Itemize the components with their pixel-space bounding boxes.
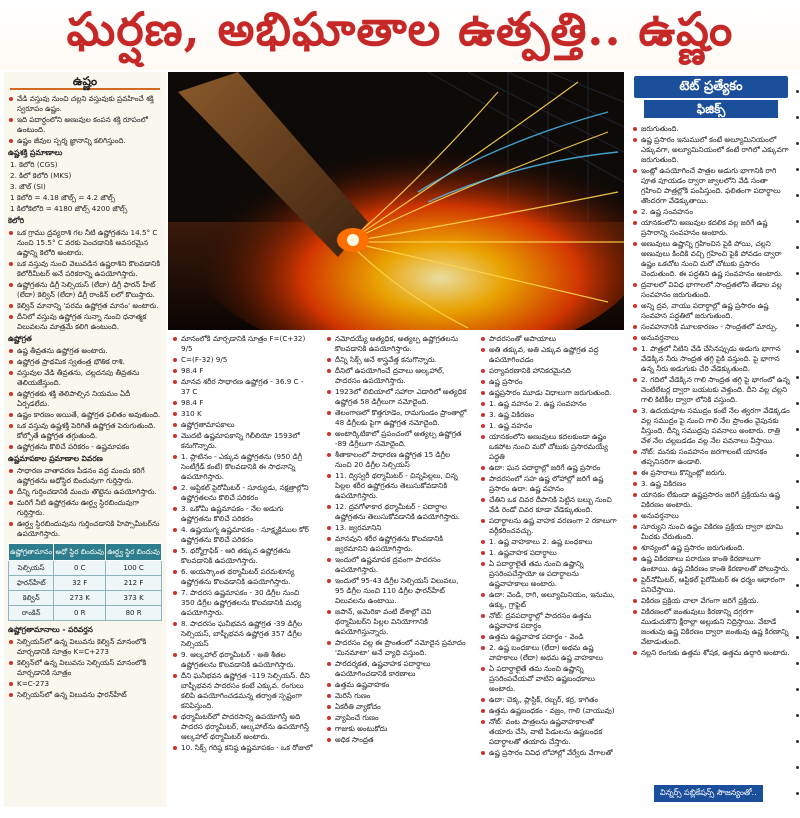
bullet-text: ఉత్తమ ఉష్ణవాహకం [326, 680, 468, 690]
bullet-text: ఉష్ణ ప్రసారం వివిధ లోహాల్లో వేర్వేరు వేగాలతో [480, 748, 620, 758]
bullet-text: అనువర్తనాలు [632, 511, 790, 521]
bullet-text: దీన్ని సిక్స్ అనే శాస్త్రవేత్త కనుగొన్నారు. [326, 355, 468, 365]
bullet-text: మొదటి ఉష్ణమాపకాన్ని గెలీలియో 1593లో కనుగొన్నారు. [172, 431, 314, 451]
bullet-text: కెల్విన్ మానాన్ని 'పరమ ఉష్ణోగ్రత మానం' అంటారు. [8, 301, 162, 311]
column-heat [4, 72, 166, 807]
bullet-text: ఉష్ణోగ్రతామాపకాలు [172, 420, 314, 430]
bullet-text: ఒక వస్తువు నుంచి వెలువడిన ఉష్ణరాశిని కొలవడానికి కెలోరీమీటర్ అనే పరికరాన్ని ఉపయోగిస్తారు. [8, 259, 162, 279]
column-thermometers [168, 333, 318, 807]
tet-special-banner: టెట్ ప్రత్యేకం [634, 76, 788, 98]
bullet-text: వేడి వస్తువు నుంచి చల్లని వస్తువుకు ప్రవహించే శక్తి స్వరూపం ఉష్ణం. [8, 94, 162, 114]
physics-banner: ఫిజిక్స్ [644, 100, 778, 118]
unit-text: 2. కిలో కెలోరి (MKS) [10, 171, 72, 180]
table-header-cell: ఉష్ణోగ్రతామానం [9, 544, 54, 561]
bullet-text: 1. ఉష్ణవాహక పదార్థాలు [480, 548, 620, 558]
bullet-text: యానకంలోని అణువులు కదలకుండా ఉష్ణం ఒకపోట నుంచి మరో చోటుకు ప్రసారమయ్యే పద్ధతి [480, 432, 620, 462]
bullet-text: 3. ఒకోమీ ఉష్ణమాపకం - నేల అడుగు ఉష్ణోగ్రతను కొలిచే పరికరం [172, 504, 314, 524]
bullet-text: ఉష్ణోగ్రత ప్రాథమిక స్వతంత్ర భౌతిక రాశి. [8, 357, 162, 367]
bullet-text: చేతిని ఒక చివర దీపానికి పెట్టిన బల్బు నుంచి వేడి రెండో చివర కూడా వేడెక్కుతుంది. [480, 495, 620, 515]
bullet-text: సంవహనానికి మూలకారణం - సాంద్రతలో మార్పు. [632, 322, 790, 332]
column-heat-transfer [476, 333, 624, 807]
bullet-text: ఉష్ణోగ్రతకు శక్తి తెలిపాల్సిన నియమం ఏదీ ఏర్పడలేదు. [8, 389, 162, 409]
credit-badge: విన్నర్స్ పబ్లికేషన్స్ సౌజన్యంతో.. [654, 785, 763, 802]
bullet-text: 1. ప్లాటినం - ఎక్కువ ఉష్ణోగ్రతను (950 డిగ్రీ సెంటీగ్రేడ్ కంటే) కొలవడానికి ఈ సాధనాన్ని ఉపయోగిస్తారు. [172, 452, 314, 482]
bullet-text: దీనిలో ఉపయోగించే ద్రవాలు ఆల్కహాల్, పాదరసం ఉపయోగిస్తారు. [326, 366, 468, 386]
column-tet-special [628, 72, 794, 807]
bullet-text: యానకం లేకుండా ఉష్ణప్రసారం జరిగే ప్రక్రియను ఉష్ణ వికిరణం అంటారు. [632, 490, 790, 510]
bullet-text: ఇంట్లో ఉపయోగించే పాత్రల అడుగు భాగానికి రాగి పూత పూయడం ద్వారా జ్వాలలోని వేడి సంతా గ్రహించి పాత్రల్లోకి పంపిస్తుంది. ఫలితంగా పదార్థాలు తొందరగా వేడెక్కుతాయి. [632, 166, 790, 206]
bullet-text: ఉదా: చెక్క, ప్లాస్టిక్, రబ్బర్, కర్ర, కాగితం [480, 695, 620, 705]
bullet-text: ఉత్తమ ఉష్ణవాహక పదార్థం - వెండి [480, 632, 620, 642]
table-row [9, 561, 162, 576]
bullet-text: కెల్విన్‌లో ఉన్న విలువను సెల్సియస్ మానంలోకి మార్చడానికి సూత్రం [8, 658, 162, 678]
bullet-text: ఇందులో ఉష్ణమాపక ద్రవంగా పాదరసం ఉపయోగిస్తారు. [326, 555, 468, 575]
bullet-text: 13. జ్వరమానిని [326, 523, 468, 533]
unit-text: 3. జౌల్ (SI) [10, 182, 46, 191]
scales-heading: ఉష్ణమాపకాల ప్రమాణాల వివరణ [8, 454, 103, 463]
table-cell: 100 C [106, 561, 162, 576]
temperature-scales-table [8, 543, 162, 621]
table-row [9, 576, 162, 591]
bullet-text: 2. ఉష్ణ సంవహనం [632, 207, 790, 217]
relations-heading: ఉష్ణోగ్రతామానాలు - పరివర్తన [8, 625, 93, 634]
bullet-text: ఉష్ణ తీవ్రతను ఉష్ణోగ్రత అంటారు. [8, 346, 162, 356]
bullet-text: 1. ఉష్ణ వహనం 2. ఉష్ణ సంవహనం [480, 399, 620, 409]
bullet-text: 3. ఉష్ణ వికిరణం [480, 410, 620, 420]
bullet-text: ఉత్తమ ఉష్ణబంధకం - వజ్రం, గాలి (వాయువు) [480, 706, 620, 716]
bullet-text: పాదరసం వల్ల ఈ ప్రాంతంలో నమోదైన ప్రమాదం 'మినమాటా' అనే వ్యాధి వస్తుంది. [326, 638, 468, 658]
bullet-text: శీతాకాలంలో సాధారణ ఉష్ణోగ్రత 15 డిగ్రీల నుంచి 20 డిగ్రీల సెల్సియస్ [326, 450, 468, 470]
bullet-text: నోట్: వంట పాత్రలను ఉష్ణవాహకాలతో తయారు చేసి, వాటి పిడులను ఉష్ణబంధక పదార్థాలతో తయారు చేస్తారు. [480, 717, 620, 747]
bullet-text: ఈ ప్రసారాలు కొన్నింట్లో జరుగు. [632, 468, 790, 478]
bullet-text: 1. ఉష్ణ వాహకాలు 2. ఉష్ణ బంధకాలు [480, 537, 620, 547]
bullet-text: 9. ఆల్కహాల్ థర్మామీటర్ - అతి శీతల ఉష్ణోగ్రతలను కొలవడానికి ఉపయోగిస్తారు. [172, 650, 314, 670]
table-header-cell: అధో స్థిర బిందువు [54, 544, 106, 561]
bullet-text: మరిగే నీటి ఉష్ణోగ్రతను ఊర్ధ్వ స్థిరబిందువుగా గుర్తిస్తారు. [8, 498, 162, 518]
bullet-text: 6. అయస్కాంత థర్మామీటర్ పరమశూన్య ఉష్ణోగ్రతను కొలవడానికి ఉపయోగిస్తారు. [172, 567, 314, 587]
table-cell: 0 R [54, 606, 106, 621]
table-cell: రాంకిన్ [9, 606, 54, 621]
bullet-text: దీని ఘనీభవన ఉష్ణోగ్రత -119 సెల్సియస్. దీని బాష్పీభవన పాదరసం కంటే ఎక్కువ. రంగులు కలిపి ఉపయోగించడమన్న తర్వాత స్పష్టంగా కనిపిస్తుంది. [172, 671, 314, 711]
unit-text: 1. కెలోరి (CGS) [10, 160, 58, 169]
bullet-text: 3. ఉదయపూట సముద్రం కంటే నేల త్వరగా వేడెక్కడం వల్ల సముద్రం పై నుంచి గాలి నేల ప్రాంతం వైపునకు వీస్తుంది. దీన్ని సముద్రపు పవనాలు అంటారు. రాత్రి వేళ నేల చల్లబడడం వల్ల నేల పవనాలు వీస్తాయి. [632, 406, 790, 446]
table-row [9, 606, 162, 621]
bullet-text: థర్మామీటర్‌లో పాదరసాన్ని ఉపయోగిస్తే అది పాదరస థర్మామీటర్, ఆల్కహాల్‌ను ఉపయోగిస్తే ఆల్కహాల్ థర్మామీటర్ అంటారు. [172, 712, 314, 742]
bullet-text: 7. పాదరస ఉష్ణమాపకం - 30 డిగ్రీల నుంచి 350 డిగ్రీల ఉష్ణోగ్రతలను కొలవడానికి మధ్య ఉపయోగిస్తారు. [172, 588, 314, 618]
bullet-text: ఉష్ణప్రసారం మూడు విధాలుగా జరుగుతుంది. [480, 388, 620, 398]
bullet-text: ఉష్ణ వికిరణాలు పరారుణ కాంతి కిరణాలుగా ఉంటాయి. ఉష్ణ వికిరణం కాంతి కిరణాలతో పోలుస్తారు. [632, 554, 790, 574]
bullet-text: 1923లో లిబియాలో సహారా ఎడారిలో అత్యధిక ఉష్ణోగ్రత 58 డిగ్రీలుగా నమోదైంది. [326, 387, 468, 407]
bullet-text: నోట్: ద్రవపదార్థాల్లో పాదరసం ఉత్తమ ఉష్ణవాహక పదార్థం [480, 611, 620, 631]
units-heading: ఉష్ణశక్తి ప్రమాణాలు [8, 148, 63, 157]
temperature-heading: ఉష్ణోగ్రత [8, 334, 32, 343]
bullet-text: ఏ పదార్థాలైతే తమ నుంచి ఉష్ణాన్ని ప్రసరింపచేస్తాయో ఆ పదార్థాలను ఉష్ణవాహకాలు అంటారు. [480, 559, 620, 589]
bullet-text: మానవుని శరీర ఉష్ణోగ్రతను కొలవడానికి జ్వరమానిని ఉపయోగిస్తారు. [326, 534, 468, 554]
table-cell: 373 K [106, 591, 162, 606]
bullet-text: వికిరణంలో జంతువులు కిరణాన్ని దగ్గరగా ముడుచుకొని క్షీరాల్లా అల్లుకుని నిద్రిస్తాయి. వేటాడే జంతువు ఉష్ణ వికిరణం ద్వారా జంతువు ఉష్ణ కిరణాన్ని వేటాడుతుంది. [632, 607, 790, 647]
bullet-text: తెలంగాణలో కొత్తగూడెం, రామగుండం ప్రాంతాల్లో 48 డిగ్రీలకు పైగా ఉష్ణోగ్రత నమోదైంది. [326, 408, 468, 428]
bullet-text: ఉష్ణ ప్రసారం ఇనుములో కంటే అల్యూమినియంలో ఎక్కువగా, అల్యూమినియంలో కంటే రాగిలో ఎక్కువగా జరుగుతుంది. [632, 135, 790, 165]
bullet-text: ఒక గ్రాము ద్రవ్యరాశి గల నీటి ఉష్ణోగ్రతను 14.5° C నుంచి 15.5° C వరకు పెంచడానికి అవసరమైన ఉష్ణాన్ని కెలోరి అంటారు. [8, 228, 162, 258]
bullet-text: ఏ పదార్థాలైతే తమ నుంచి ఉష్ణాన్ని ప్రసరింపచేయవో వాటిని ఉష్ణబంధకాలు అంటారు. [480, 664, 620, 694]
bullet-text: 5. థర్మోగ్రాఫిక్ - ఆరి తక్కువ ఉష్ణోగ్రతను కొలవడానికి ఉపయోగిస్తారు. [172, 546, 314, 566]
bullet-text: పర్యావరణానికి హానికరమైనది [480, 366, 620, 376]
bullet-text: మానంలోకి మార్చడానికి సూత్రం F=(C+32) 9/5 [172, 334, 314, 354]
bullet-text: ఉష్ణోగ్రతను కొలిచే పరికరం - ఉష్ణమాపకం [8, 442, 162, 452]
bullet-text: గాజుకు అంటుకోదు [326, 724, 468, 734]
bullet-text: K=C-273 [8, 679, 162, 689]
bullet-text: 10. సిక్స్ గరిష్ఠ కనిష్ఠ ఉష్ణమాపకం - ఒక రోజులో [172, 743, 314, 753]
bullet-text: అన్ని ద్రవ, వాయు పదార్థాల్లో ఉష్ణ ప్రసారం ఉష్ణ సంవహన పద్ధతిలో జరుగుతుంది. [632, 301, 790, 321]
bullet-text: సూర్యుని నుంచి ఉష్ణం వికిరణ ప్రక్రియ ద్వారా భూమి మీదకు చేరుతుంది. [632, 522, 790, 542]
bullet-text: సాధారణ వాతావరణ పీడనం వద్ద మంచు కరిగే ఉష్ణోగ్రతను అధోస్థిర బిందువుగా గుర్తిస్తారు. [8, 466, 162, 486]
bullet-text: వ్యాపించే గుణం [326, 713, 468, 723]
bullet-text: వస్తువుల వేడి తీవ్రతను, చల్లదనపు తీవ్రతను తెలియజేస్తుంది. [8, 368, 162, 388]
bullet-text: 4. ఉష్ణయుగ్మ ఉష్ణమాపకం - సూక్ష్మక్రిముల కోర్ ఉష్ణోగ్రతను కొలిచే పరికరం [172, 525, 314, 545]
margin-bullets [796, 90, 800, 818]
bullet-text: 2. ఆప్టికల్ పైరోమీటర్ - సూర్యుడు, నక్షత్రాల్లోని ఉష్ణోగ్రతలను కొలిచే పరికరం [172, 483, 314, 503]
table-cell: 273 K [54, 591, 106, 606]
bullet-text: పాదరసంలో సహ ఉష్ణ లోహాల్లో జరిగే ఉష్ణ ప్రసారం ఉదా: ఉష్ణ వహనం [480, 474, 620, 494]
bullet-text: జపాన్, అమెరికా వంటి దేశాల్లో చెవి థర్మామీటర్‌ని పిల్లల వినియోగానికి ఉపయోగిస్తున్నారు. [326, 607, 468, 637]
bullet-text: ఉష్ణ ప్రసారం [480, 377, 620, 387]
bullet-text: పాదరసంతో అపాయాలు [480, 334, 620, 344]
bullet-text: నోట్: మనకు సంవహనం జరగాలంటే యానకం తప్పనిసరిగా ఉండాలి. [632, 447, 790, 467]
bullet-text: అధిక సాంద్రత [326, 735, 468, 745]
bullet-text: జరుగుతుంది. [632, 124, 790, 134]
bullet-text: నల్లని రంగుకు ఉత్తమ శోషక, ఉత్తమ ఉద్గారి అంటారు. [632, 648, 790, 658]
table-cell: కెల్విన్ [9, 591, 54, 606]
unit-text: 1 కెలోరి = 4.18 జౌల్స్ = 4.2 జౌల్స్ [10, 193, 116, 202]
bullet-text: వికిరణ ప్రక్రియ చాలా వేగంగా జరిగే ప్రక్రియ. [632, 596, 790, 606]
bullet-text: దీనిలో వస్తువు ఉష్ణోగ్రత సున్నా నుంచి ధనాత్మక విలువలను మాత్రమే కలిగి ఉంటుంది. [8, 312, 162, 332]
table-cell: 212 F [106, 576, 162, 591]
bullet-text: నమోదయ్యే అత్యధిక, అత్యల్ప ఉష్ణోగ్రతలను కొలవడానికి ఉపయోగిస్తారు. [326, 334, 468, 354]
bullet-text: ఉష్ణోగ్రతను డిగ్రీ సెల్సియస్ (లేదా) డిగ్రీ ఫారన్ హీట్ (లేదా) కెల్విన్ (లేదా) డిగ్రీ రాంకిన్ లలో కొలుస్తారు. [8, 280, 162, 300]
bullet-text: ఇది పదార్థంలోని అణువుల కంపన శక్తి రూపంలో ఉంటుంది. [8, 115, 162, 135]
bullet-text: అతి తక్కువ, అతి ఎక్కువ ఉష్ణోగ్రత వద్ద ఉపయోగించడం [480, 345, 620, 365]
table-cell: ఫారన్‌హీట్ [9, 576, 54, 591]
bullet-text: 2. ఉష్ణ బంధకాలు (లేదా) అథమ ఉష్ణ వాహకాలు (లేదా) అధమ ఉష్ణ వాహకాలు [480, 643, 620, 663]
bullet-text: ఇందులో 95-43 డిగ్రీల సెల్సియస్ విలువలు, 95 డిగ్రీల నుంచి 110 డిగ్రీల ఫారన్‌హీట్ విలువలను ఉంటాయి. [326, 576, 468, 606]
bullet-text: ద్రవాలలో వివిధ భాగాలలో సాంద్రతలోని తేడాల వల్ల సంవహనం జరుగుతుంది. [632, 280, 790, 300]
table-cell: 0 C [54, 561, 106, 576]
bullet-text: 1. ఉష్ణ వహనం [480, 421, 620, 431]
bullet-text: మానవ శరీర సాధారణ ఉష్ణోగ్రత - 36.9 C - 37 C [172, 377, 314, 397]
bullet-text: పైర్‌నోమీటర్, ఆప్టికల్ పైరోమీటర్ ఈ ధర్మం ఆధారంగా పనిచేస్తాయి. [632, 575, 790, 595]
bullet-text: 8. పాదరసం ఘనీభవన ఉష్ణోగ్రత -39 డిగ్రీల సెల్సియస్, బాష్పీభవన ఉష్ణోగ్రత 357 డిగ్రీల సెల్సియస్ [172, 619, 314, 649]
bullet-text: పారదర్శకత, ఉష్ణవాహక పదార్థాలు ఉపయోగించడానికి కారణాలు [326, 659, 468, 679]
table-cell: సెల్సియస్ [9, 561, 54, 576]
sparks-photo [168, 72, 624, 330]
bullet-text: 98.4 F [172, 398, 314, 408]
calorie-heading: కెలోరి [8, 216, 25, 225]
bullet-text: శూన్యంలో ఉష్ణ ప్రసారం జరుగుతుంది. [632, 543, 790, 553]
unit-text: 1 కిలోకెలోరి = 4180 జౌల్స్ 4200 జౌల్స్ [10, 204, 128, 213]
page-title: ఘర్షణ, అభిఘాతాల ఉత్పత్తి.. ఉష్ణం [0, 0, 800, 70]
bullet-text: ఏకరీతి వ్యాకోచం [326, 702, 468, 712]
section-heading-heat: ఉష్ణం [10, 76, 160, 90]
bullet-text: 1. పాత్రలో నీటిని వేడి చేసినప్పుడు అడుగు భాగాన వేడెక్కిన నీరు సాంద్రత తగ్గి పైకి వస్తుంది. పై భాగాన ఉన్న నీరు అడుగుకు చేరి వేడెక్కుతుంది. [632, 344, 790, 374]
table-header-cell: ఊర్ధ్వ స్థిర బిందువు [106, 544, 162, 561]
bullet-text: యానకంలోని అణువుల కదలిక వల్ల జరిగే ఉష్ణ ప్రసారాన్ని సంవహనం అంటారు. [632, 218, 790, 238]
bullet-text: సెల్సియస్‌లో ఉన్న విలువను ఫారన్‌హీట్ [8, 690, 162, 700]
bullet-text: మెరిసే గుణం [326, 691, 468, 701]
bullet-text: పదార్థాలను ఉష్ణ వాహక వరణంగా 2 రకాలుగా వర్గీకరించవచ్చు. [480, 516, 620, 536]
table-row [9, 591, 162, 606]
bullet-text: 98.4 F [172, 366, 314, 376]
bullet-text: 2. గదిలో వేడెక్కిన గాలి సాంద్రత తగ్గి పై భాగంలో ఉన్న వెంటిలేటర్ల ద్వారా బయటకు వెళ్తుంది. దీని వల్ల చల్లని గాలి కిటికీల ద్వారా లోనికి వస్తుంది. [632, 375, 790, 405]
bullet-text: ఊర్ధ్వ స్థిరబిందువును గుర్తించడానికి హిప్సొమీటర్‌ను ఉపయోగిస్తారు. [8, 519, 162, 539]
bullet-text: అంటార్కిటికాలో ప్రపంచంలో అత్యల్ప ఉష్ణోగ్రత -89 డిగ్రీలుగా నమోదైంది. [326, 429, 468, 449]
bullet-text: ఉష్ణం జీవుల స్పర్శ జ్ఞానాన్ని కలిగిస్తుంది. [8, 136, 162, 146]
bullet-text: C=(F-32) 9/5 [172, 355, 314, 365]
bullet-text: దీన్ని గుర్తించడానికి మంచు తొట్టెను ఉపయోగిస్తారు. [8, 487, 162, 497]
table-cell: 32 F [54, 576, 106, 591]
bullet-text: ఉదా: వెండి, రాగి, అల్యూమినియం, ఇనుము, ఉక్కు, గ్రాఫైట్ [480, 590, 620, 610]
bullet-text: 310 K [172, 409, 314, 419]
bullet-text: 11. ద్విస్వరీ థర్మామీటర్ - చిన్నపిల్లలు, చిన్న పిల్లల శరీర ఉష్ణోగ్రతను తెలుసుకోవడానికి ఉపయోగిస్తారు. [326, 471, 468, 501]
bullet-text: 12. ద్రవగోళాకార థర్మామీటర్ - పదార్థాల ఉష్ణోగ్రతను తెలుసుకోవడానికి ఉపయోగిస్తారు. [326, 502, 468, 522]
table-cell: 80 R [106, 606, 162, 621]
bullet-text: సెల్సియస్‌లో ఉన్న విలువను కెల్విన్ మానంలోకి మార్చడానికి సూత్రం K=C+273 [8, 637, 162, 657]
bullet-text: అణువులు ఉష్ణాన్ని గ్రహించిన పైకి పోయి, చల్లని అణువులు కిందికి వచ్చి గ్రహించి పైకి పోవడం ద్వారా ఉష్ణం ఒకచోట నుంచి మరో చోటుకు ప్రసారం చెందుతుంది. ఈ పద్ధతిని ఉష్ణ సంవహనం అంటారు. [632, 239, 790, 279]
bullet-text: అనువర్తనాలు [632, 333, 790, 343]
column-records [322, 333, 472, 807]
bullet-text: 3. ఉష్ణ వికిరణం [632, 479, 790, 489]
bullet-text: ఉదా: ఘన పదార్థాల్లో జరిగే ఉష్ణ ప్రసారం [480, 463, 620, 473]
bullet-text: ఒక వస్తువు ఉష్ణశక్తి పెరిగితే ఉష్ణోగ్రత పెరుగుతుంది. కోల్పోతే ఉష్ణోగ్రత తగ్గుతుంది. [8, 421, 162, 441]
bullet-text: ఉష్ణం కారణం అయితే, ఉష్ణోగ్రత ఫలితం అవుతుంది. [8, 410, 162, 420]
